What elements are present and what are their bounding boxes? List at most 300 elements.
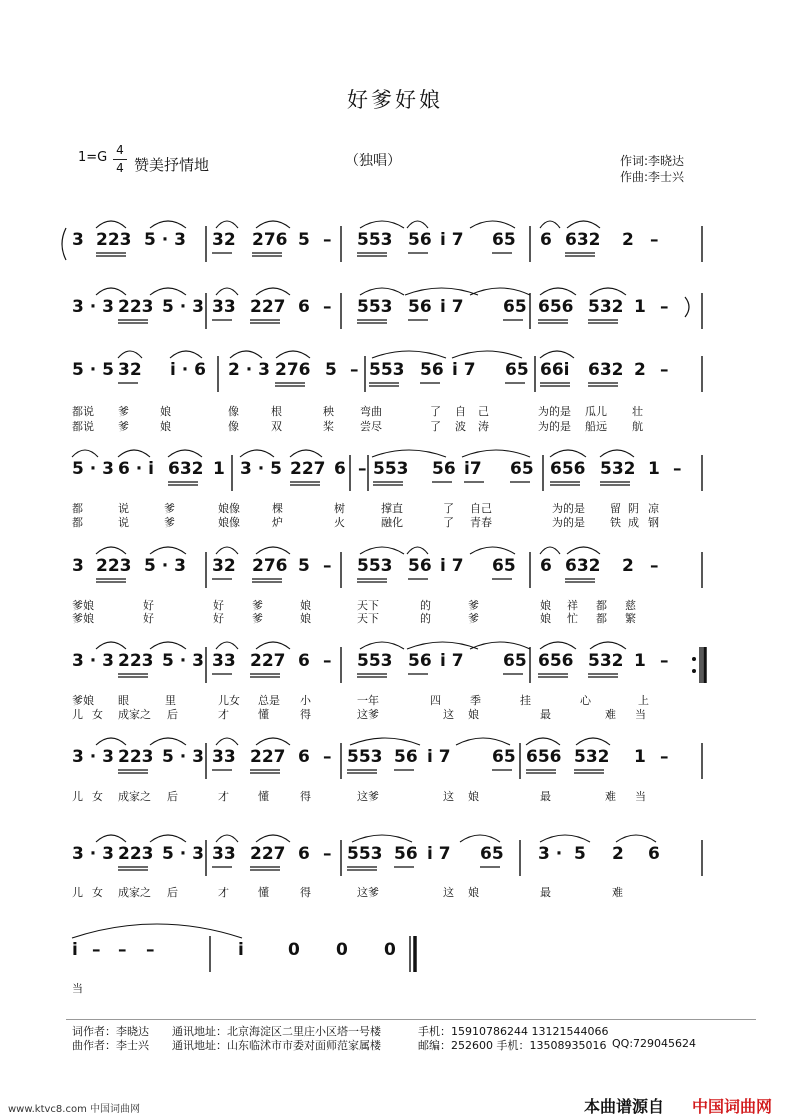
lyric-word: 船远 — [585, 420, 607, 433]
slur — [405, 288, 478, 295]
lyric-word: 儿 — [72, 708, 83, 721]
note-group: 553 — [373, 459, 409, 479]
slur — [526, 738, 560, 745]
note-group: i 7 — [440, 230, 464, 250]
lyric-word: 为的是 — [552, 516, 585, 529]
note-group: 532 — [600, 459, 636, 479]
lyric-word: 娘 — [468, 708, 479, 721]
lyric-word: 娘 — [540, 599, 551, 612]
note-group: – — [146, 940, 155, 960]
lyric-word: 最 — [540, 886, 551, 899]
lyric-word: 天下 — [357, 599, 379, 612]
note-group: 553 — [369, 360, 405, 380]
note-group: 2 — [622, 230, 634, 250]
slur — [96, 835, 126, 842]
lyricist-credit: 作词:李晓达 — [620, 154, 685, 168]
note-group: – — [660, 360, 669, 380]
note-group: 3 · 3 — [72, 747, 114, 767]
slur — [590, 642, 626, 649]
lyric-word: 懂 — [258, 886, 269, 899]
lyric-word: 这 — [443, 886, 454, 899]
lyric-word: 娘像 — [218, 516, 240, 529]
lyric-word: 繁 — [625, 612, 636, 625]
slur — [168, 450, 202, 457]
lyric-word: 这 — [443, 708, 454, 721]
slur — [216, 835, 238, 842]
staff-lines — [0, 645, 790, 685]
lyric-word: 季 — [470, 694, 481, 707]
lyric-word: 航 — [632, 420, 643, 433]
lyric-word: 得 — [300, 790, 311, 803]
note-group: i · 6 — [170, 360, 206, 380]
note-group: i 7 — [440, 651, 464, 671]
staff-lines — [0, 291, 790, 331]
lyric-word: 当 — [635, 708, 646, 721]
slur — [407, 221, 428, 228]
time-signature-top: 4 — [116, 143, 124, 157]
slur — [216, 547, 238, 554]
lyric-word: 这爹 — [357, 790, 379, 803]
slur — [118, 351, 142, 358]
slur — [470, 547, 515, 554]
note-group: 553 — [347, 844, 383, 864]
slur — [360, 288, 404, 295]
note-group: 2 — [622, 556, 634, 576]
note-group: 553 — [357, 230, 393, 250]
note-group: 3 · — [538, 844, 563, 864]
note-group: 56 — [408, 556, 432, 576]
lyric-line — [0, 980, 790, 995]
watermark-url[interactable]: www.ktvc8.com 中国词曲网 — [8, 1104, 141, 1115]
composer-qq: QQ:729045624 — [612, 1037, 697, 1050]
lyric-word: 女 — [92, 708, 103, 721]
tempo-mood: 赞美抒情地 — [134, 156, 210, 174]
lyric-word: 后 — [167, 708, 178, 721]
staff-lines — [0, 453, 790, 493]
slur — [590, 288, 626, 295]
note-group: 632 — [565, 556, 601, 576]
time-signature-bottom: 4 — [116, 161, 124, 175]
note-group: 3 · 3 — [72, 651, 114, 671]
note-group: i 7 — [427, 844, 451, 864]
slur — [216, 738, 238, 745]
score-row — [0, 291, 790, 331]
lyric-word: 爹 — [164, 516, 175, 529]
lyric-word: 尝尽 — [360, 420, 382, 433]
note-group: – — [358, 459, 367, 479]
key-signature: 1=G — [78, 150, 108, 165]
lyric-word: 爹 — [468, 612, 479, 625]
lyric-word: 双 — [271, 420, 282, 433]
lyric-word: 撑直 — [381, 502, 403, 515]
lyric-word: 得 — [300, 886, 311, 899]
slur — [360, 642, 404, 649]
note-group: – — [323, 556, 332, 576]
lyric-word: 儿 — [72, 790, 83, 803]
lyric-word: 都说 — [72, 405, 94, 418]
note-group: – — [323, 747, 332, 767]
lyric-word: 自 — [455, 405, 466, 418]
note-group: 5 — [325, 360, 337, 380]
slur — [540, 547, 560, 554]
lyric-word: 好 — [143, 612, 154, 625]
slur — [276, 351, 310, 358]
note-group: 3 — [72, 230, 84, 250]
note-group: 56 — [394, 844, 418, 864]
repeat-bracket — [685, 297, 689, 317]
note-group: 0 — [384, 940, 396, 960]
note-group: 6 — [298, 297, 310, 317]
staff-lines — [0, 550, 790, 590]
lyric-word: 后 — [167, 886, 178, 899]
lyric-word: 爹 — [252, 599, 263, 612]
score-row — [0, 453, 790, 493]
lyric-word: 爹 — [468, 599, 479, 612]
staff-lines — [0, 354, 790, 394]
lyric-word: 都 — [596, 599, 607, 612]
note-group: 223 — [118, 651, 154, 671]
slur — [352, 835, 412, 842]
note-group: 5 · 3 — [162, 297, 204, 317]
slur — [230, 351, 262, 358]
note-group: 5 · 5 — [72, 360, 114, 380]
lyric-word: 桨 — [323, 420, 334, 433]
lyric-word: 天下 — [357, 612, 379, 625]
slur — [240, 450, 274, 457]
note-group: 56 — [420, 360, 444, 380]
lyric-line — [0, 788, 790, 803]
score-row — [0, 224, 790, 264]
lyric-word: 自己 — [470, 502, 492, 515]
footer-divider — [66, 1019, 756, 1020]
watermark-site[interactable]: 中国词曲网 — [692, 1097, 773, 1116]
lyric-word: 儿女 — [218, 694, 240, 707]
note-group: 65 — [492, 747, 516, 767]
note-group: 5 · 3 — [162, 651, 204, 671]
note-group: 56 — [432, 459, 456, 479]
slur — [456, 738, 510, 745]
lyric-line — [0, 692, 790, 707]
lyric-word: 一年 — [357, 694, 379, 707]
performance-type: （独唱） — [345, 153, 401, 169]
lyric-word: 慈 — [625, 599, 636, 612]
note-group: 1 — [634, 651, 646, 671]
staff-lines — [0, 224, 790, 264]
score-row — [0, 741, 790, 781]
lyricist-phone: 手机：15910786244 13121544066 — [418, 1025, 609, 1038]
lyric-word: 己 — [478, 405, 489, 418]
slur — [567, 547, 600, 554]
lyric-word: 成家之 — [118, 790, 151, 803]
note-group: – — [650, 230, 659, 250]
lyric-line — [0, 500, 790, 515]
slur — [550, 450, 586, 457]
lyric-word: 得 — [300, 708, 311, 721]
lyric-word: 了 — [443, 502, 454, 515]
note-group: 5 — [298, 230, 310, 250]
note-group: 223 — [118, 297, 154, 317]
slur — [256, 288, 290, 295]
note-group: 227 — [250, 297, 286, 317]
note-group: i — [238, 940, 244, 960]
song-title: 好爹好娘 — [347, 88, 443, 112]
note-group: 65 — [503, 651, 527, 671]
lyric-word: 忙 — [567, 612, 578, 625]
slur — [96, 547, 126, 554]
lyric-word: 留 — [610, 502, 621, 515]
note-group: 65 — [492, 556, 516, 576]
slur — [372, 351, 446, 358]
lyric-word: 懂 — [258, 708, 269, 721]
note-group: 276 — [252, 556, 288, 576]
staff-lines — [0, 741, 790, 781]
lyric-word: 小 — [300, 694, 311, 707]
slur — [616, 835, 656, 842]
note-group: 632 — [565, 230, 601, 250]
lyric-word: 像 — [228, 420, 239, 433]
lyric-word: 成 — [628, 516, 639, 529]
note-group: 65 — [503, 297, 527, 317]
lyric-word: 根 — [271, 405, 282, 418]
slur — [600, 450, 634, 457]
note-group: 223 — [118, 844, 154, 864]
note-group: – — [650, 556, 659, 576]
note-group: 532 — [588, 651, 624, 671]
lyric-word: 后 — [167, 790, 178, 803]
slur — [452, 351, 522, 358]
lyric-word: 娘 — [160, 420, 171, 433]
lyric-word: 难 — [612, 886, 623, 899]
lyric-word: 融化 — [381, 516, 403, 529]
lyric-word: 娘 — [468, 790, 479, 803]
note-group: 6 — [540, 230, 552, 250]
lyric-word: 这爹 — [357, 708, 379, 721]
lyric-word: 四 — [430, 694, 441, 707]
lyric-word: 最 — [540, 790, 551, 803]
note-group: 5 — [574, 844, 586, 864]
note-group: 223 — [96, 230, 132, 250]
note-group: 2 — [612, 844, 624, 864]
note-group: 227 — [250, 747, 286, 767]
lyric-word: 都 — [72, 516, 83, 529]
slur — [216, 642, 238, 649]
lyric-word: 总是 — [258, 694, 280, 707]
watermark-source: 本曲谱源自 — [584, 1097, 665, 1116]
slur — [540, 288, 576, 295]
lyric-word: 当 — [72, 982, 83, 995]
note-group: 532 — [574, 747, 610, 767]
slur — [216, 288, 238, 295]
slur — [462, 450, 530, 457]
lyric-word: 好 — [143, 599, 154, 612]
lyric-word: 懂 — [258, 790, 269, 803]
slur — [256, 835, 290, 842]
lyric-word: 才 — [218, 886, 229, 899]
score-row — [0, 550, 790, 590]
slur — [216, 221, 238, 228]
lyric-word: 才 — [218, 708, 229, 721]
lyric-word: 娘 — [160, 405, 171, 418]
note-group: – — [118, 940, 127, 960]
lyric-word: 成家之 — [118, 708, 151, 721]
score-row — [0, 354, 790, 394]
note-group: – — [323, 297, 332, 317]
note-group: 6 — [334, 459, 346, 479]
slur — [540, 642, 576, 649]
note-group: – — [92, 940, 101, 960]
note-group: i 7 — [440, 556, 464, 576]
note-group: 5 · 3 — [144, 556, 186, 576]
lyric-word: 好 — [213, 599, 224, 612]
lyric-word: 都说 — [72, 420, 94, 433]
note-group: 227 — [250, 844, 286, 864]
lyric-word: 了 — [443, 516, 454, 529]
note-group: 1 — [648, 459, 660, 479]
note-group: – — [323, 844, 332, 864]
slur — [360, 221, 404, 228]
note-group: 3 · 3 — [72, 297, 114, 317]
note-group: 553 — [347, 747, 383, 767]
lyric-word: 爹娘 — [72, 599, 94, 612]
note-group: 632 — [588, 360, 624, 380]
note-group: 1 — [634, 747, 646, 767]
lyric-line — [0, 884, 790, 899]
slur — [96, 642, 126, 649]
slur — [350, 738, 420, 745]
slur — [470, 288, 530, 295]
slur — [150, 738, 186, 745]
lyric-line — [0, 610, 790, 625]
slur — [470, 221, 515, 228]
note-group: 56 — [408, 230, 432, 250]
slur — [150, 547, 186, 554]
note-group: 1 — [213, 459, 225, 479]
note-group: 656 — [526, 747, 562, 767]
note-group: 32 — [212, 556, 236, 576]
lyric-word: 爹 — [164, 502, 175, 515]
slur — [567, 221, 600, 228]
note-group: – — [323, 230, 332, 250]
staff-lines — [0, 934, 790, 974]
note-group: 66i — [540, 360, 570, 380]
lyric-word: 铁 — [610, 516, 621, 529]
slur — [150, 835, 186, 842]
note-group: – — [660, 747, 669, 767]
lyric-word: 弯曲 — [360, 405, 382, 418]
lyric-line — [0, 418, 790, 433]
note-group: 65 — [510, 459, 534, 479]
slur — [360, 547, 404, 554]
lyric-word: 当 — [635, 790, 646, 803]
note-group: 6 · i — [118, 459, 154, 479]
lyric-word: 好 — [213, 612, 224, 625]
lyric-word: 儿 — [72, 886, 83, 899]
lyric-word: 了 — [430, 420, 441, 433]
slur — [96, 221, 126, 228]
lyric-word: 心 — [580, 694, 591, 707]
time-signature — [113, 144, 127, 174]
slur — [256, 547, 290, 554]
lyric-word: 里 — [165, 694, 176, 707]
note-group: 223 — [118, 747, 154, 767]
lyric-word: 像 — [228, 405, 239, 418]
lyric-word: 波 — [455, 420, 466, 433]
lyric-line — [0, 706, 790, 721]
lyric-word: 挂 — [520, 694, 531, 707]
slur — [256, 642, 290, 649]
lyricist-address: 通讯地址：北京海淀区二里庄小区塔一号楼 — [172, 1025, 381, 1038]
note-group: i7 — [464, 459, 482, 479]
lyric-word: 的 — [420, 612, 431, 625]
note-group: – — [660, 651, 669, 671]
note-group: – — [323, 651, 332, 671]
slur — [256, 221, 290, 228]
lyric-word: 为的是 — [552, 502, 585, 515]
note-group: 3 · 5 — [240, 459, 282, 479]
note-group: 65 — [492, 230, 516, 250]
lyric-word: 娘 — [300, 599, 311, 612]
lyric-word: 阴 — [628, 502, 639, 515]
note-group: 3 — [72, 556, 84, 576]
slur — [150, 642, 186, 649]
note-group: 5 — [298, 556, 310, 576]
score-row — [0, 645, 790, 685]
lyric-word: 秧 — [323, 405, 334, 418]
composer-contact: 邮编：252600 手机：13508935016 — [418, 1039, 607, 1052]
lyric-word: 棵 — [272, 502, 283, 515]
note-group: 553 — [357, 651, 393, 671]
note-group: 223 — [96, 556, 132, 576]
lyric-word: 炉 — [272, 516, 283, 529]
slur — [540, 221, 560, 228]
note-group: 33 — [212, 297, 236, 317]
lyric-word: 祥 — [567, 599, 578, 612]
lyric-word: 壮 — [632, 405, 643, 418]
note-group: 5 · 3 — [162, 747, 204, 767]
lyric-word: 上 — [638, 694, 649, 707]
note-group: 65 — [505, 360, 529, 380]
lyric-word: 娘像 — [218, 502, 240, 515]
lyric-word: 钢 — [648, 516, 659, 529]
lyric-word: 这爹 — [357, 886, 379, 899]
slur — [407, 642, 478, 649]
repeat-dot — [692, 657, 696, 661]
lyric-word: 的 — [420, 599, 431, 612]
note-group: i 7 — [427, 747, 451, 767]
lyric-word: 都 — [72, 502, 83, 515]
repeat-dot — [692, 669, 696, 673]
lyric-word: 青春 — [470, 516, 492, 529]
staff-lines — [0, 838, 790, 878]
slur — [256, 738, 290, 745]
composer-credit: 作曲:李士兴 — [620, 170, 685, 184]
note-group: 1 — [634, 297, 646, 317]
note-group: 553 — [357, 556, 393, 576]
slur — [407, 547, 428, 554]
note-group: 2 · 3 — [228, 360, 270, 380]
lyric-word: 难 — [605, 708, 616, 721]
lyric-word: 说 — [118, 502, 129, 515]
slur — [72, 924, 242, 938]
slur — [150, 288, 186, 295]
note-group: 227 — [290, 459, 326, 479]
note-group: 56 — [408, 297, 432, 317]
note-group: 5 · 3 — [72, 459, 114, 479]
slur — [540, 351, 574, 358]
slur — [118, 450, 150, 457]
slur — [150, 221, 186, 228]
lyric-word: 娘 — [468, 886, 479, 899]
